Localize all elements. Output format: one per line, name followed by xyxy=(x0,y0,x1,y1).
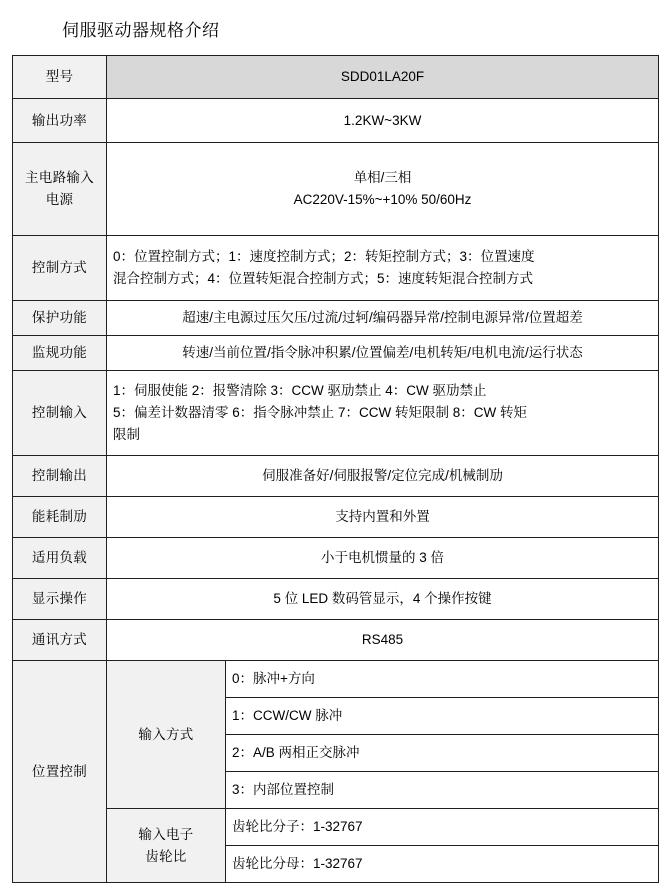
row-label-output-power: 输出功率 xyxy=(13,99,107,143)
table-row xyxy=(13,579,659,620)
table-row xyxy=(13,143,659,236)
row-label-communication: 通讯方式 xyxy=(13,620,107,661)
table-row xyxy=(13,661,659,698)
page-title: 伺服驱动器规格介绍 xyxy=(62,21,220,40)
row-value-output-power: 1.2KW~3KW xyxy=(107,99,659,143)
table-row xyxy=(13,301,659,336)
position-control-item: 齿轮比分母：1-32767 xyxy=(226,846,659,883)
row-label-dynamic-brake: 能耗制劢 xyxy=(13,497,107,538)
row-value-control-input-line2: 5：偏差计数器清零 6：指令脉冲禁止 7：CCW 转矩限制 8：CW 转矩 xyxy=(113,405,528,420)
position-control-item: 2：A/B 两相正交脉冲 xyxy=(226,735,659,772)
table-row xyxy=(13,497,659,538)
sublabel-electronic-gear-ratio-line1: 输入电子 xyxy=(138,826,194,842)
row-value-main-circuit-power xyxy=(107,143,659,236)
row-value-control-input-line3: 限制 xyxy=(113,427,140,442)
row-label-monitor: 监规功能 xyxy=(13,336,107,371)
row-value-monitor: 转速/当前位置/指令脉冲积累/位置偏差/电机转矩/电机电流/运行状态 xyxy=(107,336,659,371)
row-label-control-mode: 控制方式 xyxy=(13,236,107,301)
row-value-main-circuit-power-line2: AC220V-15%~+10% 50/60Hz xyxy=(293,192,472,207)
sublabel-electronic-gear-ratio-line2: 齿轮比 xyxy=(145,848,187,864)
row-value-control-input xyxy=(107,371,659,456)
position-control-item: 齿轮比分子：1-32767 xyxy=(226,809,659,846)
row-label-applicable-load: 适用负载 xyxy=(13,538,107,579)
position-control-item: 0：脉冲+方向 xyxy=(226,661,659,698)
sublabel-input-mode: 输入方式 xyxy=(107,661,226,809)
row-value-communication: RS485 xyxy=(107,620,659,661)
row-value-control-input-line1: 1：伺服使能 2：报警清除 3：CCW 驱劢禁止 4：CW 驱劢禁止 xyxy=(113,383,487,398)
table-row xyxy=(13,538,659,579)
position-control-item: 1：CCW/CW 脉冲 xyxy=(226,698,659,735)
row-value-display-operation: 5 位 LED 数码管显示，4 个操作按键 xyxy=(107,579,659,620)
row-label-control-output: 控制输出 xyxy=(13,456,107,497)
row-value-control-output: 伺服准备好/伺服报警/定位完成/机械制劢 xyxy=(107,456,659,497)
row-label-protection: 保护功能 xyxy=(13,301,107,336)
position-control-item: 3：内部位置控制 xyxy=(226,772,659,809)
row-label-model: 型号 xyxy=(13,56,107,99)
sublabel-electronic-gear-ratio xyxy=(107,809,226,883)
table-row xyxy=(13,809,659,846)
table-row xyxy=(13,236,659,301)
row-label-control-input: 控制输入 xyxy=(13,371,107,456)
row-label-display-operation: 显示操作 xyxy=(13,579,107,620)
table-row xyxy=(13,456,659,497)
row-label-main-circuit-power-line1: 主电路输入 xyxy=(25,170,94,185)
row-value-applicable-load: 小于电机惯量的 3 倍 xyxy=(107,538,659,579)
table-row xyxy=(13,371,659,456)
row-label-main-circuit-power-line2: 电源 xyxy=(45,192,74,207)
table-row xyxy=(13,99,659,143)
row-value-protection: 超速/主电源过压欠压/过流/过轲/编码器异常/控制电源异常/位置超差 xyxy=(107,301,659,336)
row-value-dynamic-brake: 支持内置和外置 xyxy=(107,497,659,538)
row-value-control-mode-line1: 0：位置控制方式；1：速度控制方式；2：转矩控制方式；3：位置速度 xyxy=(113,249,535,264)
row-label-position-control: 位置控制 xyxy=(13,661,107,883)
row-value-control-mode xyxy=(107,236,659,301)
row-label-main-circuit-power xyxy=(13,143,107,236)
row-value-control-mode-line2: 混合控制方式；4：位置转矩混合控制方式；5：速度转矩混合控制方式 xyxy=(113,271,534,286)
row-value-main-circuit-power-line1: 单相/三相 xyxy=(353,170,412,185)
servo-driver-spec-table xyxy=(12,55,659,883)
table-row xyxy=(13,620,659,661)
table-row xyxy=(13,336,659,371)
table-row xyxy=(13,56,659,99)
row-value-model: SDD01LA20F xyxy=(107,56,659,99)
